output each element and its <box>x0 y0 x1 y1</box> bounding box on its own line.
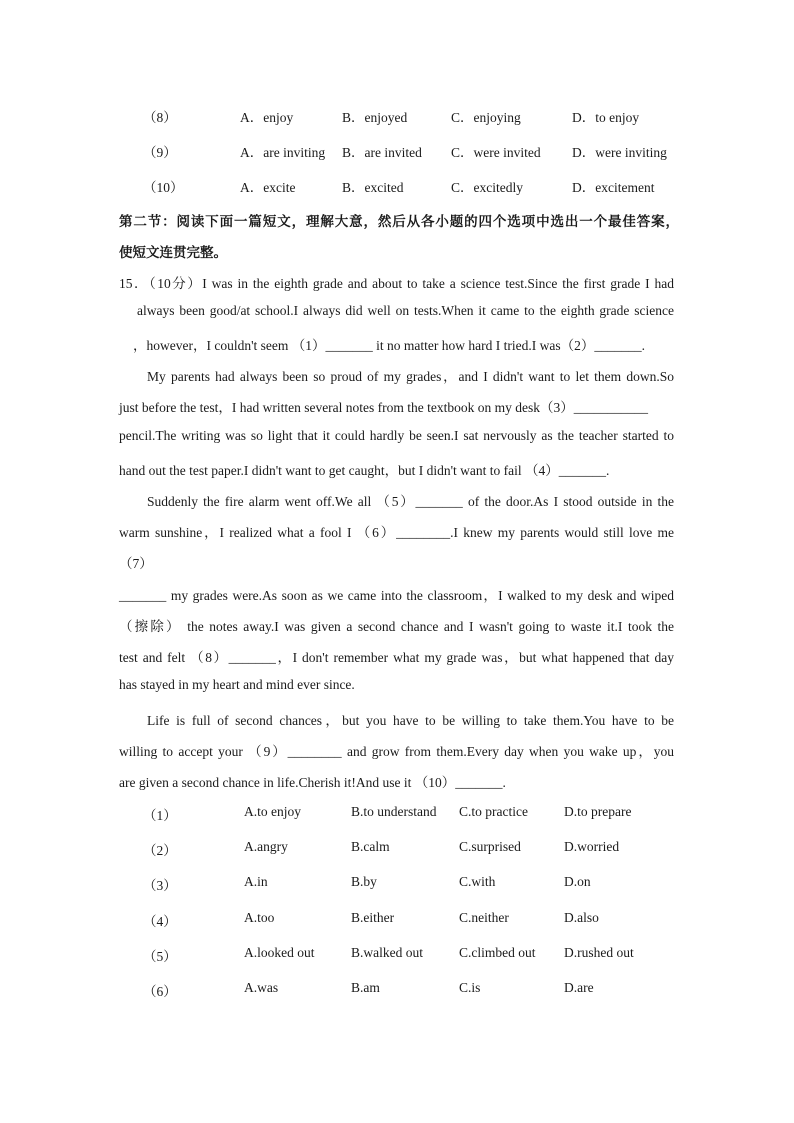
option-c[interactable]: C.neither <box>459 910 509 925</box>
question-number: （3） <box>143 878 177 893</box>
section-heading-line-1: 第二节：阅读下面一篇短文，理解大意，然后从各小题的四个选项中选出一个最佳答案， <box>119 214 679 230</box>
option-c[interactable]: C.with <box>459 874 496 889</box>
option-a[interactable]: A．enjoy <box>240 110 294 125</box>
option-d[interactable]: D.to prepare <box>564 804 632 819</box>
option-c[interactable]: C．enjoying <box>451 110 521 125</box>
option-a[interactable]: A．excite <box>240 180 296 195</box>
option-row-1 <box>0 804 794 826</box>
option-d[interactable]: D.are <box>564 980 594 995</box>
question-number: （4） <box>143 914 177 929</box>
option-b[interactable]: B．excited <box>342 180 404 195</box>
question-number: （9） <box>143 145 177 160</box>
option-row-5 <box>0 945 794 967</box>
passage-line: Suddenly the fire alarm went off.We all （5）_______ of the door.As I stood outside in the <box>147 494 674 509</box>
option-c[interactable]: C.surprised <box>459 839 521 854</box>
option-c[interactable]: C.to practice <box>459 804 528 819</box>
option-b[interactable]: B.calm <box>351 839 390 854</box>
passage-line: has stayed in my heart and mind ever since. <box>119 677 355 692</box>
passage-line: always been good/at school.I always did well on tests.When it came to the eighth grade science <box>137 303 674 318</box>
passage-line: My parents had always been so proud of my grades，and I didn't want to let them down.So <box>147 369 674 384</box>
passage-line: warm sunshine，I realized what a fool I （6）________.I knew my parents would still love me <box>119 525 674 540</box>
option-d[interactable]: D．to enjoy <box>572 110 640 125</box>
option-a[interactable]: A．are inviting <box>240 145 326 160</box>
question-number: （2） <box>143 843 177 858</box>
question-number: （1） <box>143 808 177 823</box>
option-c[interactable]: C．excitedly <box>451 180 523 195</box>
section-heading-line-2: 使短文连贯完整。 <box>119 245 227 261</box>
question-number: （10） <box>143 180 184 195</box>
option-a[interactable]: A.in <box>244 874 268 889</box>
option-d[interactable]: D.on <box>564 874 591 889</box>
question-number: （8） <box>143 110 177 125</box>
passage-line: _______ my grades were.As soon as we came into the classroom，I walked to my desk and wiped <box>119 588 674 603</box>
option-d[interactable]: D．were inviting <box>572 145 667 160</box>
passage-line: are given a second chance in life.Cherish it!And use it （10）_______. <box>119 775 506 790</box>
option-b[interactable]: B．enjoyed <box>342 110 408 125</box>
option-a[interactable]: A.to enjoy <box>244 804 301 819</box>
passage-line: test and felt （8）_______，I don't remember what my grade was，but what happened that day <box>119 650 674 665</box>
passage-line: just before the test，I had written several notes from the textbook on my desk（3）___________ <box>119 400 649 415</box>
passage-line: willing to accept your （9）________ and grow from them.Every day when you wake up，you <box>119 744 674 759</box>
passage-line: （擦除） the notes away.I was given a second chance and I wasn't going to waste it.I took the <box>119 619 674 634</box>
passage-line: pencil.The writing was so light that it could hardly be seen.I sat nervously as the teacher started to <box>119 428 674 443</box>
passage-line: Life is full of second chances，but you have to be willing to take them.You have to be <box>147 713 674 728</box>
option-a[interactable]: A.too <box>244 910 275 925</box>
option-b[interactable]: B.am <box>351 980 380 995</box>
question-number: （6） <box>143 984 177 999</box>
option-b[interactable]: B.either <box>351 910 395 925</box>
option-row-6 <box>0 980 794 1002</box>
option-d[interactable]: D.also <box>564 910 599 925</box>
option-row-3 <box>0 874 794 896</box>
option-b[interactable]: B.to understand <box>351 804 437 819</box>
option-row-9 <box>0 141 794 163</box>
option-a[interactable]: A.angry <box>244 839 288 854</box>
passage-line: ，however，I couldn't seem （1）_______ it no matter how hard I tried.I was（2）_______. <box>133 338 645 353</box>
option-row-2 <box>0 839 794 861</box>
passage-line: hand out the test paper.I didn't want to get caught，but I didn't want to fail （4）_______. <box>119 463 610 478</box>
option-b[interactable]: B.walked out <box>351 945 423 960</box>
option-a[interactable]: A.was <box>244 980 279 995</box>
option-c[interactable]: C.is <box>459 980 481 995</box>
option-c[interactable]: C.climbed out <box>459 945 536 960</box>
question-number: （5） <box>143 949 177 964</box>
option-d[interactable]: D．excitement <box>572 180 655 195</box>
option-d[interactable]: D.rushed out <box>564 945 634 960</box>
option-row-4 <box>0 910 794 932</box>
option-b[interactable]: B.by <box>351 874 377 889</box>
passage-line: 15．（10分）I was in the eighth grade and about to take a science test.Since the first grade I had <box>119 276 674 291</box>
option-row-8 <box>0 106 794 128</box>
option-a[interactable]: A.looked out <box>244 945 315 960</box>
option-row-10 <box>0 176 794 198</box>
option-c[interactable]: C．were invited <box>451 145 541 160</box>
option-d[interactable]: D.worried <box>564 839 620 854</box>
option-b[interactable]: B．are invited <box>342 145 422 160</box>
passage-line: （7） <box>119 556 153 571</box>
